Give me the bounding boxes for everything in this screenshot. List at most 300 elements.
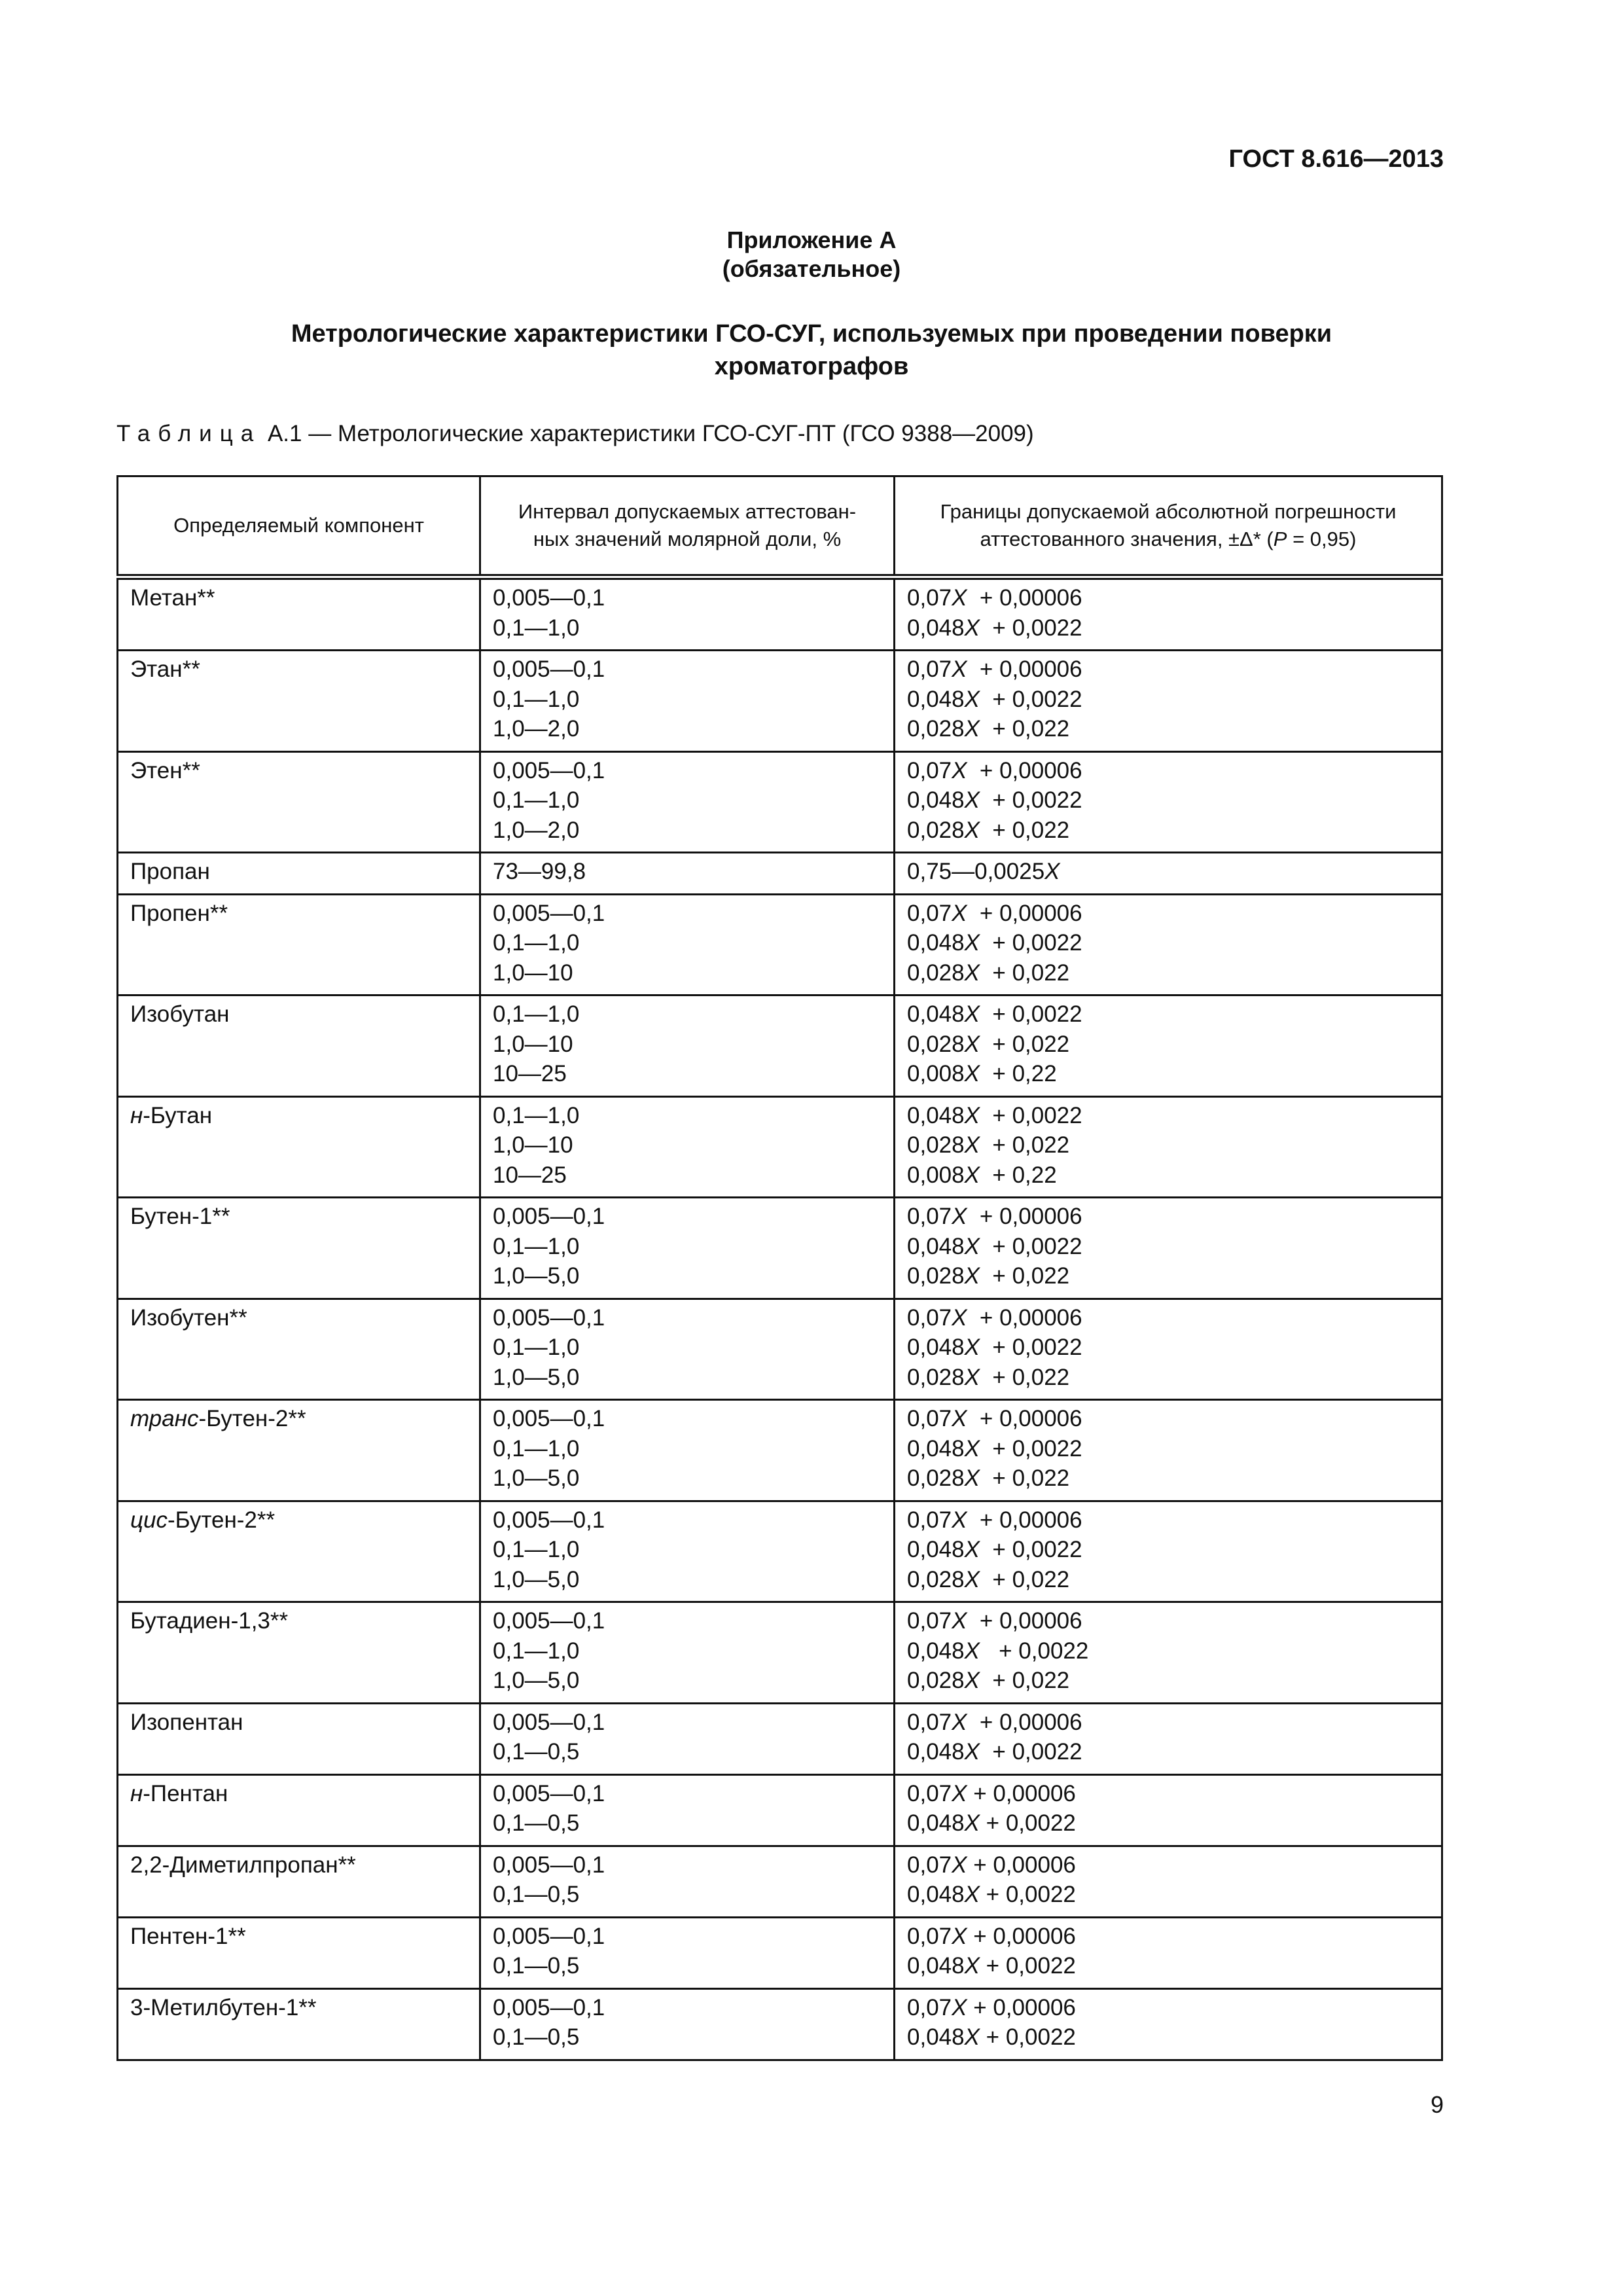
error-formula: [907, 1922, 1429, 1952]
interval-value: 0,005—0,1: [493, 585, 605, 611]
component-name: Пропен**: [130, 900, 228, 926]
error-formula: [907, 1951, 1429, 1981]
header-interval-line-1: Интервал допускаемых аттестован-: [518, 500, 857, 523]
interval-value: 0,1—1,0: [493, 787, 580, 813]
interval-value: 10—25: [493, 1162, 567, 1188]
component-name: 2,2-Диметилпропан**: [130, 1852, 356, 1878]
interval-value: 0,1—0,5: [493, 1882, 580, 1907]
error-coefficient: 0,048: [907, 1001, 965, 1027]
interval-value: 1,0—5,0: [493, 1263, 580, 1289]
table-row: [118, 1988, 1442, 2060]
component-name: Бутен-1**: [130, 1204, 230, 1229]
interval-value: 10—25: [493, 1061, 567, 1086]
interval-cell: [480, 853, 895, 895]
error-variable: X: [952, 1994, 967, 2020]
interval-cell: [480, 996, 895, 1097]
error-offset: + 0,0022: [979, 1102, 1082, 1128]
error-offset: + 0,0022: [979, 2024, 1076, 2050]
interval-value: 0,005—0,1: [493, 900, 605, 926]
error-formula: [907, 1101, 1429, 1131]
error-variable: X: [952, 1204, 967, 1229]
error-coefficient: 0,048: [907, 2024, 965, 2050]
interval-value: 0,005—0,1: [493, 1709, 605, 1735]
interval-value: 1,0—10: [493, 1132, 573, 1158]
interval-value: 0,1—1,0: [493, 1435, 580, 1462]
error-coefficient: 0,048: [907, 1233, 965, 1259]
interval-value: 0,005—0,1: [493, 656, 605, 682]
error-variable: X: [964, 1335, 980, 1360]
component-prefix: цис: [130, 1507, 168, 1533]
interval-value: 0,1—1,0: [493, 930, 580, 956]
error-variable: X: [952, 1852, 967, 1878]
interval-value: 0,005—0,1: [493, 757, 605, 783]
table-caption-word: Таблица: [116, 421, 262, 446]
interval-value: 1,0—2,0: [493, 716, 580, 742]
error-coefficient: 0,028: [907, 716, 965, 742]
interval-value: 0,005—0,1: [493, 1507, 605, 1533]
error-variable: X: [964, 1882, 980, 1907]
component-name: -Бутен-2**: [167, 1507, 276, 1533]
error-variable: X: [952, 1780, 967, 1806]
table-row: [118, 751, 1442, 853]
error-cell: [895, 751, 1442, 853]
component-cell: [118, 1988, 480, 2060]
error-coefficient: 0,048: [907, 1953, 965, 1979]
table-row: [118, 1846, 1442, 1917]
interval-value: 1,0—10: [493, 960, 573, 986]
error-coefficient: 0,028: [907, 1263, 965, 1289]
error-offset: + 0,00006: [967, 656, 1082, 682]
interval-value: 0,1—1,0: [493, 615, 580, 641]
error-offset: + 0,0022: [979, 1810, 1076, 1836]
error-formula: [907, 1850, 1429, 1880]
interval-cell: [480, 651, 895, 752]
error-coefficient: 0,048: [907, 1739, 965, 1765]
error-cell: [895, 1096, 1442, 1198]
component-cell: [118, 1917, 480, 1988]
error-variable: X: [964, 1739, 980, 1765]
error-coefficient: 0,048: [907, 930, 965, 956]
error-coefficient: 0,028: [907, 1465, 965, 1491]
error-formula: [907, 1993, 1429, 2023]
error-formula: [907, 1030, 1429, 1060]
error-offset: + 0,022: [979, 960, 1070, 986]
error-coefficient: 0,07: [907, 1204, 952, 1229]
interval-cell: [480, 1703, 895, 1774]
error-offset: + 0,0022: [979, 1435, 1082, 1462]
table-row: [118, 1703, 1442, 1774]
error-formula: [907, 1636, 1429, 1666]
error-variable: X: [964, 1465, 980, 1491]
error-formula: [907, 1565, 1429, 1595]
error-coefficient: 0,07: [907, 1507, 952, 1533]
component-name: -Бутен-2**: [198, 1406, 306, 1431]
error-coefficient: 0,048: [907, 1102, 965, 1128]
error-coefficient: 0,028: [907, 1132, 965, 1158]
table-row: [118, 853, 1442, 895]
error-formula: [907, 899, 1429, 929]
appendix-status: (обязательное): [722, 255, 901, 282]
table-row: [118, 1198, 1442, 1299]
interval-value: 0,005—0,1: [493, 1204, 605, 1229]
error-coefficient: 0,048: [907, 1638, 965, 1664]
error-cell: [895, 1198, 1442, 1299]
error-variable: X: [964, 1435, 980, 1462]
error-cell: [895, 1774, 1442, 1846]
error-variable: X: [964, 1233, 980, 1259]
header-error-pre: аттестованного значения, ±Δ* (: [980, 528, 1274, 550]
component-cell: [118, 1400, 480, 1501]
error-offset: + 0,022: [979, 1566, 1070, 1592]
error-cell: [895, 894, 1442, 996]
error-variable: X: [964, 1031, 980, 1057]
interval-value: 0,005—0,1: [493, 1994, 605, 2020]
error-offset: + 0,0022: [979, 1335, 1082, 1360]
header-error-p: P: [1273, 528, 1287, 550]
error-variable: X: [952, 1304, 967, 1331]
error-cell: [895, 1917, 1442, 1988]
error-coefficient: 0,008: [907, 1061, 965, 1086]
error-coefficient: 0,028: [907, 1031, 965, 1057]
component-prefix: транс: [130, 1406, 199, 1431]
page-number: 9: [1430, 2091, 1444, 2118]
component-name: Этен**: [130, 757, 200, 783]
error-coefficient: 0,07: [907, 757, 952, 783]
interval-value: 0,1—1,0: [493, 1335, 580, 1360]
error-offset: + 0,022: [979, 817, 1070, 843]
error-formula: [907, 1404, 1429, 1434]
interval-cell: [480, 1774, 895, 1846]
error-variable: X: [964, 615, 980, 641]
error-offset: + 0,22: [979, 1162, 1057, 1188]
interval-value: 1,0—5,0: [493, 1668, 580, 1693]
error-coefficient: 0,07: [907, 1406, 952, 1431]
table-row: [118, 577, 1442, 651]
error-formula: [907, 1130, 1429, 1160]
component-name: Изобутан: [130, 1001, 230, 1027]
component-name: 3-Метилбутен-1**: [130, 1994, 317, 2020]
table-row: [118, 1774, 1442, 1846]
error-formula: [907, 714, 1429, 744]
error-offset: + 0,00006: [967, 1852, 1076, 1878]
component-cell: [118, 996, 480, 1097]
error-cell: [895, 996, 1442, 1097]
interval-value: 0,005—0,1: [493, 1780, 605, 1806]
interval-value: 0,005—0,1: [493, 1406, 605, 1431]
component-cell: [118, 1602, 480, 1704]
component-cell: [118, 853, 480, 895]
interval-value: 1,0—10: [493, 1031, 573, 1057]
component-name: Изопентан: [130, 1709, 243, 1735]
interval-cell: [480, 894, 895, 996]
error-coefficient: 0,07: [907, 1852, 952, 1878]
error-formula: [907, 1535, 1429, 1565]
error-coefficient: 0,07: [907, 1780, 952, 1806]
interval-cell: [480, 577, 895, 651]
interval-value: 0,1—0,5: [493, 1810, 580, 1836]
error-offset: + 0,0022: [979, 686, 1082, 712]
error-cell: [895, 1703, 1442, 1774]
table-row: [118, 651, 1442, 752]
error-coefficient: 0,048: [907, 1435, 965, 1462]
error-offset: + 0,00006: [967, 757, 1082, 783]
error-formula: [907, 685, 1429, 715]
interval-value: 1,0—5,0: [493, 1566, 580, 1592]
error-offset: + 0,22: [979, 1061, 1057, 1086]
component-cell: [118, 1774, 480, 1846]
error-coefficient: 0,048: [907, 1882, 965, 1907]
error-offset: + 0,022: [979, 1465, 1070, 1491]
error-variable: X: [952, 585, 967, 611]
error-cell: [895, 1602, 1442, 1704]
error-formula: [907, 613, 1429, 643]
error-offset: + 0,0022: [979, 1233, 1082, 1259]
error-coefficient: 0,75—0,0025: [907, 859, 1045, 884]
table-row: [118, 1096, 1442, 1198]
header-error-line-1: Границы допускаемой абсолютной погрешности: [940, 500, 1397, 523]
interval-value: 1,0—2,0: [493, 817, 580, 843]
error-coefficient: 0,028: [907, 960, 965, 986]
section-title: [157, 317, 1466, 383]
appendix-heading: [0, 226, 1623, 283]
error-formula: [907, 928, 1429, 958]
error-variable: X: [964, 1132, 980, 1158]
error-offset: + 0,0022: [979, 930, 1082, 956]
interval-value: 0,1—1,0: [493, 1001, 580, 1027]
interval-value: 0,1—1,0: [493, 1638, 580, 1664]
interval-value: 0,1—1,0: [493, 1233, 580, 1259]
error-coefficient: 0,028: [907, 1364, 965, 1390]
interval-value: 0,005—0,1: [493, 1304, 605, 1331]
error-variable: X: [952, 1608, 967, 1634]
interval-cell: [480, 1846, 895, 1917]
error-formula: [907, 1737, 1429, 1767]
error-offset: + 0,00006: [967, 900, 1082, 926]
component-cell: [118, 1501, 480, 1602]
component-cell: [118, 1096, 480, 1198]
error-variable: X: [964, 1638, 980, 1664]
interval-value: 0,005—0,1: [493, 1923, 605, 1949]
error-offset: + 0,022: [979, 1263, 1070, 1289]
appendix-label: Приложение А: [726, 226, 897, 253]
metrology-table: [116, 475, 1443, 2061]
error-coefficient: 0,048: [907, 615, 965, 641]
interval-value: 1,0—5,0: [493, 1364, 580, 1390]
interval-cell: [480, 1400, 895, 1501]
error-formula: [907, 1333, 1429, 1363]
error-formula: [907, 1261, 1429, 1291]
interval-cell: [480, 1299, 895, 1400]
error-formula: [907, 999, 1429, 1030]
error-offset: + 0,0022: [979, 1001, 1082, 1027]
header-error-post: = 0,95): [1287, 528, 1357, 550]
component-cell: [118, 577, 480, 651]
interval-value: 0,1—0,5: [493, 1953, 580, 1979]
error-variable: X: [964, 686, 980, 712]
error-offset: + 0,00006: [967, 1709, 1082, 1735]
component-name: Пропан: [130, 859, 210, 884]
error-coefficient: 0,048: [907, 686, 965, 712]
header-error: [895, 476, 1442, 577]
error-variable: X: [964, 716, 980, 742]
component-cell: [118, 1299, 480, 1400]
error-formula: [907, 655, 1429, 685]
interval-value: 0,005—0,1: [493, 1852, 605, 1878]
error-variable: X: [964, 1001, 980, 1027]
error-formula: [907, 756, 1429, 786]
header-error-line-2: [907, 526, 1429, 553]
table-caption-text: А.1 — Метрологические характеристики ГСО-СУГ-ПТ (ГСО 9388—2009): [261, 421, 1034, 446]
interval-value: 1,0—5,0: [493, 1465, 580, 1491]
error-coefficient: 0,048: [907, 1335, 965, 1360]
error-offset: + 0,022: [979, 1364, 1070, 1390]
interval-value: 0,005—0,1: [493, 1608, 605, 1634]
header-interval-line-2: ных значений молярной доли, %: [533, 528, 842, 550]
error-formula: [907, 1606, 1429, 1636]
error-variable: X: [952, 1709, 967, 1735]
error-formula: [907, 1059, 1429, 1089]
interval-value: 0,1—0,5: [493, 2024, 580, 2050]
table-body: [118, 577, 1442, 2060]
table-row: [118, 1299, 1442, 1400]
error-coefficient: 0,028: [907, 817, 965, 843]
header-component: Определяемый компонент: [118, 476, 480, 577]
error-formula: [907, 1708, 1429, 1738]
section-title-line-1: Метрологические характеристики ГСО-СУГ, используемых при проведении поверки: [291, 320, 1332, 348]
error-formula: [907, 2022, 1429, 2053]
table-caption: [116, 421, 1034, 447]
error-variable: X: [1044, 859, 1060, 884]
interval-cell: [480, 751, 895, 853]
error-offset: + 0,0022: [979, 787, 1082, 813]
error-offset: + 0,0022: [979, 615, 1082, 641]
error-formula: [907, 1202, 1429, 1232]
error-formula: [907, 1505, 1429, 1535]
component-name: Бутадиен-1,3**: [130, 1608, 289, 1634]
table-row: [118, 1400, 1442, 1501]
error-formula: [907, 1434, 1429, 1464]
interval-cell: [480, 1096, 895, 1198]
component-name: -Бутан: [143, 1102, 213, 1128]
error-variable: X: [964, 1061, 980, 1086]
error-formula: [907, 583, 1429, 613]
error-cell: [895, 1988, 1442, 2060]
error-coefficient: 0,048: [907, 1810, 965, 1836]
error-variable: X: [952, 900, 967, 926]
component-cell: [118, 1198, 480, 1299]
component-cell: [118, 1846, 480, 1917]
interval-cell: [480, 1501, 895, 1602]
error-offset: + 0,00006: [967, 1507, 1082, 1533]
error-offset: + 0,00006: [967, 1304, 1082, 1331]
error-formula: [907, 1363, 1429, 1393]
error-variable: X: [964, 1537, 980, 1562]
component-name: -Пентан: [143, 1780, 228, 1806]
error-formula: [907, 1880, 1429, 1910]
error-offset: + 0,0022: [979, 1882, 1076, 1907]
error-variable: X: [964, 1364, 980, 1390]
interval-cell: [480, 1602, 895, 1704]
error-cell: [895, 1846, 1442, 1917]
error-variable: X: [964, 1102, 980, 1128]
error-offset: + 0,00006: [967, 585, 1082, 611]
table-row: [118, 1917, 1442, 1988]
error-formula: [907, 1160, 1429, 1191]
error-coefficient: 0,07: [907, 1608, 952, 1634]
component-cell: [118, 751, 480, 853]
error-formula: [907, 1779, 1429, 1809]
error-formula: [907, 857, 1429, 887]
error-offset: + 0,022: [979, 716, 1070, 742]
error-variable: X: [964, 817, 980, 843]
component-name: Изобутен**: [130, 1304, 247, 1331]
interval-cell: [480, 1198, 895, 1299]
error-offset: + 0,00006: [967, 1780, 1076, 1806]
component-name: Этан**: [130, 656, 200, 682]
interval-value: 0,1—1,0: [493, 1537, 580, 1562]
error-coefficient: 0,028: [907, 1668, 965, 1693]
table-row: [118, 996, 1442, 1097]
error-formula: [907, 785, 1429, 816]
error-cell: [895, 853, 1442, 895]
error-offset: + 0,022: [979, 1031, 1070, 1057]
error-formula: [907, 1808, 1429, 1839]
error-offset: + 0,022: [979, 1132, 1070, 1158]
error-cell: [895, 1400, 1442, 1501]
error-cell: [895, 1501, 1442, 1602]
interval-value: 0,1—1,0: [493, 1102, 580, 1128]
component-cell: [118, 1703, 480, 1774]
table-header-row: [118, 476, 1442, 577]
interval-value: 73—99,8: [493, 859, 586, 884]
error-formula: [907, 1463, 1429, 1494]
error-offset: + 0,0022: [979, 1739, 1082, 1765]
error-cell: [895, 577, 1442, 651]
error-coefficient: 0,028: [907, 1566, 965, 1592]
error-variable: X: [952, 1923, 967, 1949]
error-variable: X: [964, 1810, 980, 1836]
component-name: Пентен-1**: [130, 1923, 246, 1949]
error-offset: + 0,00006: [967, 1608, 1082, 1634]
error-coefficient: 0,07: [907, 1304, 952, 1331]
error-offset: + 0,0022: [979, 1537, 1082, 1562]
table-row: [118, 894, 1442, 996]
error-offset: + 0,00006: [967, 1923, 1076, 1949]
error-coefficient: 0,07: [907, 1923, 952, 1949]
section-title-line-2: хроматографов: [714, 353, 909, 380]
error-variable: X: [964, 930, 980, 956]
error-coefficient: 0,07: [907, 1709, 952, 1735]
error-variable: X: [964, 1953, 980, 1979]
error-cell: [895, 651, 1442, 752]
error-variable: X: [964, 1162, 980, 1188]
interval-value: 0,1—0,5: [493, 1739, 580, 1765]
error-formula: [907, 816, 1429, 846]
table-row: [118, 1501, 1442, 1602]
error-variable: X: [952, 757, 967, 783]
error-cell: [895, 1299, 1442, 1400]
error-coefficient: 0,07: [907, 656, 952, 682]
error-coefficient: 0,048: [907, 1537, 965, 1562]
error-offset: + 0,00006: [967, 1406, 1082, 1431]
error-coefficient: 0,008: [907, 1162, 965, 1188]
interval-cell: [480, 1988, 895, 2060]
interval-value: 0,1—1,0: [493, 686, 580, 712]
interval-cell: [480, 1917, 895, 1988]
document-code: ГОСТ 8.616—2013: [1228, 145, 1444, 173]
error-offset: + 0,0022: [979, 1638, 1089, 1664]
error-variable: X: [964, 960, 980, 986]
